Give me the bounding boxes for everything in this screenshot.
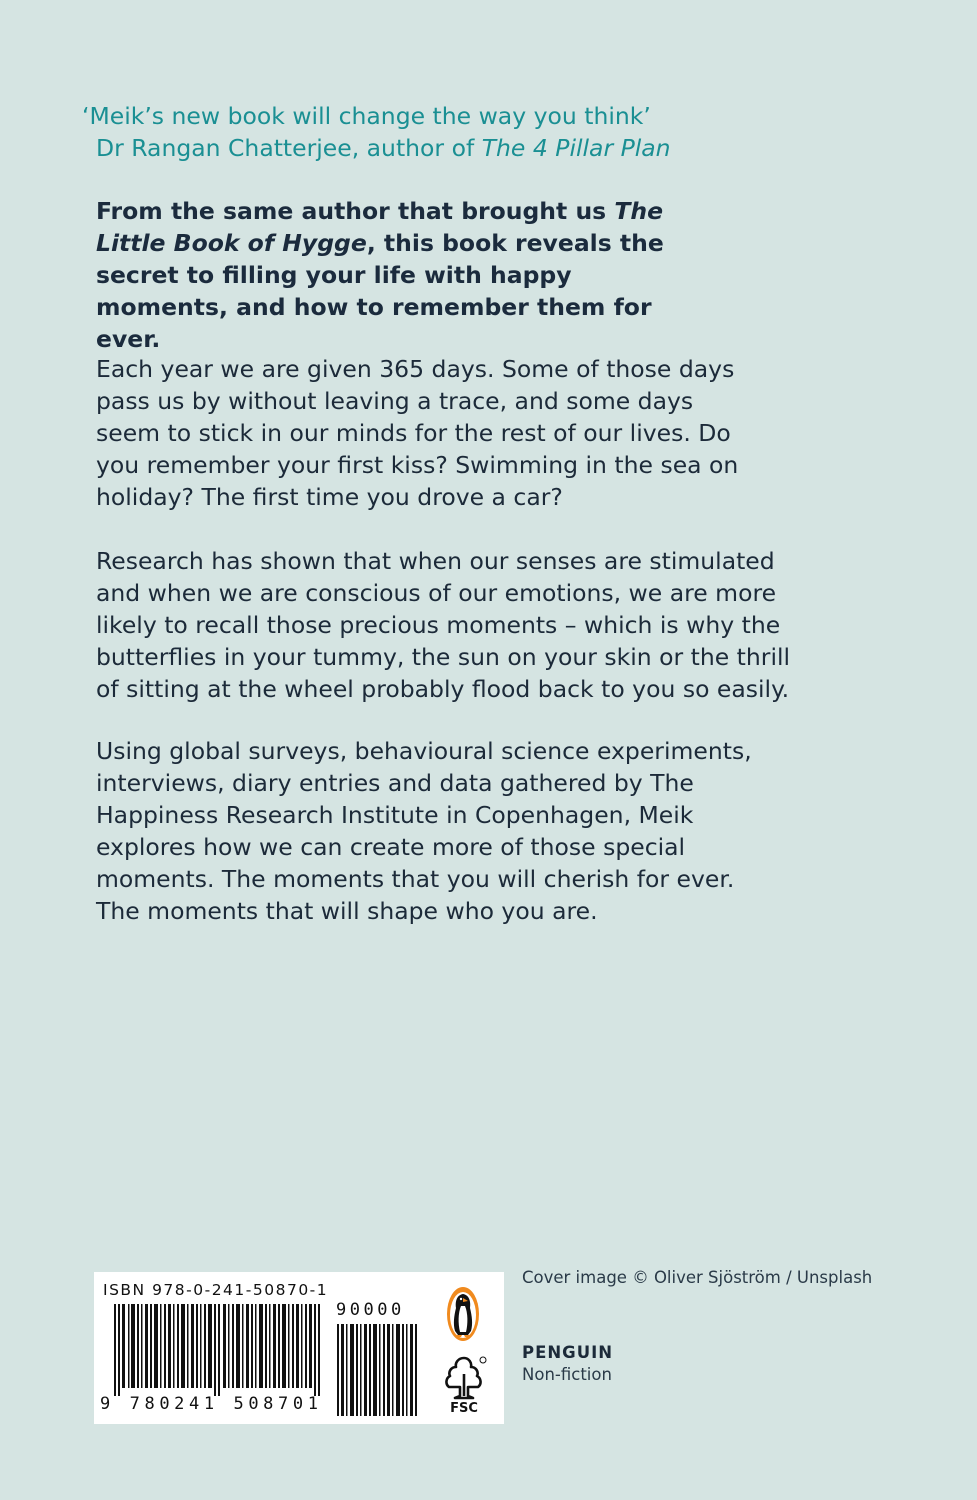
- lead-before-title: From the same author that brought us: [96, 197, 615, 225]
- lead-paragraph: [96, 195, 696, 355]
- barcode-panel: [94, 1272, 504, 1424]
- book-category: Non-fiction: [522, 1365, 612, 1384]
- lead-after-title: , this book reveals the secret to filling your life with happy moments, and how to remember them for ever.: [96, 229, 664, 353]
- penguin-logo-icon: [446, 1286, 480, 1342]
- attribution-book-title: The 4 Pillar Plan: [481, 134, 671, 162]
- publisher-name: PENGUIN: [522, 1343, 614, 1362]
- fsc-logo-icon: [440, 1354, 488, 1416]
- quote-attribution: [82, 132, 882, 164]
- review-quote: [82, 100, 882, 164]
- attribution-prefix: Dr Rangan Chatterjee, author of: [96, 134, 482, 162]
- addon-digits: 90000: [336, 1300, 405, 1320]
- quote-text: ‘Meik’s new book will change the way you think’: [82, 102, 651, 130]
- cover-image-credit: Cover image © Oliver Sjöström / Unsplash: [522, 1268, 873, 1287]
- fsc-label: FSC: [450, 1401, 478, 1416]
- body-paragraph-2: Research has shown that when our senses are stimulated and when we are conscious of our emotions, we are more likely to recall those precious moments – which is why the butterflies in your tummy, the sun on your skin or the thrill of sitting at the wheel probably flood back to you so easily.: [96, 547, 791, 703]
- lead-book-title: The Little Book of Hygge: [96, 197, 664, 257]
- barcode-digits: 9 780241 508701: [100, 1394, 323, 1414]
- addon-barcode: [335, 1324, 425, 1416]
- isbn-label: ISBN 978-0-241-50870-1: [103, 1281, 329, 1299]
- body-paragraph-3: Using global surveys, behavioural science experiments, interviews, diary entries and data gathered by The Happiness Research Institute in Copenhagen, Meik explores how we can create more of those special moments. The moments that you will cherish for ever. The moments that will shape who you are.: [96, 737, 752, 925]
- body-paragraph-1: Each year we are given 365 days. Some of those days pass us by without leaving a trace, and some days seem to stick in our minds for the rest of our lives. Do you remember your first kiss? Swimming in the sea on holiday? The first time you drove a car?: [96, 355, 739, 511]
